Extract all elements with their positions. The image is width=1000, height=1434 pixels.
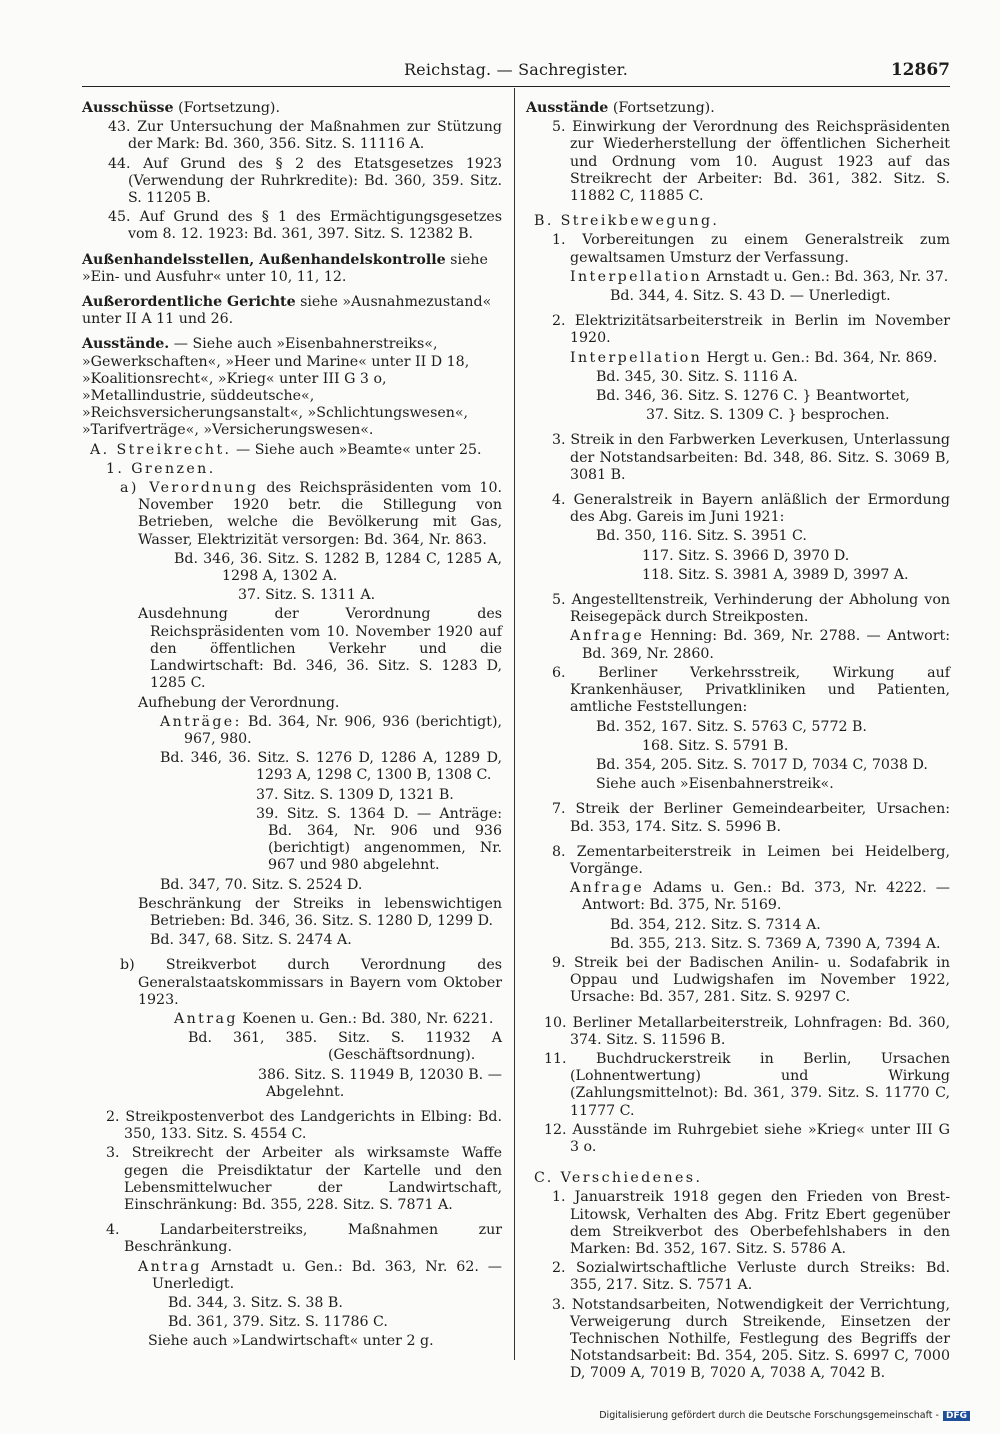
entry-spaced-term: A. Streikrecht. — [90, 441, 232, 458]
index-entry — [82, 877, 502, 894]
entry-heading: Außerordentliche Gerichte — [82, 294, 296, 311]
index-entry — [526, 955, 950, 1007]
entry-text: 37. Sitz. S. 1309 C. } besprochen. — [646, 407, 890, 424]
entry-text: 11. Buchdruckerstreik in Berlin, Ursachen (Lohnentwertung) und Wirkung (Zahlungsmittelnot): Bd. 361, 379. Sitz. S. 11770 C, 11777 C. — [544, 1050, 950, 1119]
entry-text: 3. Notstandsarbeiten, Notwendigkeit der Verrichtung, Verweigerung durch Streikende, Einsetzen der Technischen Nothilfe, Festlegung des Begriffs der Notstandsarbeit: Bd. 354, 205. Sitz. S. 6997 C, 7000 D, 7009 A, 7019 B, 7020 A, 7038 A, 7042 B. — [552, 1296, 950, 1382]
index-entry — [82, 1030, 502, 1064]
index-entry — [82, 1145, 502, 1214]
entry-spaced-term: Anfrage — [570, 628, 645, 645]
entry-text: 9. Streik bei der Badischen Anilin- u. Sodafabrik in Oppau und Ludwigshafen im November 1922, Ursache: Bd. 357, 281. Sitz. S. 9297 C. — [552, 954, 950, 1006]
index-entry — [82, 442, 502, 459]
index-entry — [82, 100, 502, 117]
entry-text: Bd. 355, 213. Sitz. S. 7369 A, 7390 A, 7394 A. — [610, 935, 941, 952]
index-entry — [82, 480, 502, 549]
entry-text: siehe »Ein- und Ausfuhr« unter 10, 11, 12. — [82, 251, 488, 285]
index-entry — [526, 407, 950, 424]
entry-text: Beschränkung der Streiks in lebenswichtigen Betrieben: Bd. 346, 36. Sitz. S. 1280 D, 1299 D. — [138, 895, 502, 929]
entry-text: Siehe auch »Eisenbahnerstreik«. — [596, 776, 834, 793]
entry-spaced-term: Antrag — [138, 1258, 202, 1275]
entry-text: 45. Auf Grund des § 1 des Ermächtigungsgesetzes vom 8. 12. 1923: Bd. 361, 397. Sitz. S. 12382 B. — [108, 209, 502, 243]
entry-text: 39. Sitz. S. 1364 D. — Anträge: Bd. 364, Nr. 906 und 936 (berichtigt) angenommen, Nr. 967 und 980 abgelehnt. — [256, 805, 502, 874]
entry-text: 118. Sitz. S. 3981 A, 3989 D, 3997 A. — [642, 566, 909, 583]
entry-text: 44. Auf Grund des § 2 des Etatsgesetzes 1923 (Verwendung der Ruhrkredite): Bd. 360, 359. Sitz. S. 11205 B. — [108, 155, 502, 207]
entry-text: 2. Elektrizitätsarbeiterstreik in Berlin im November 1920. — [552, 313, 950, 347]
entry-text: 12. Ausstände im Ruhrgebiet siehe »Krieg« unter III G 3 o. — [544, 1121, 950, 1155]
entry-text: — Siehe auch »Beamte« unter 25. — [231, 441, 482, 458]
index-entry — [82, 787, 502, 804]
column-divider — [514, 88, 515, 1360]
entry-text: Bd. 364, Nr. 906, 936 (berichtigt), 967, 980. — [184, 713, 502, 747]
entry-heading: Ausstände. — [82, 336, 170, 353]
entry-spaced-term: Antrag — [174, 1010, 238, 1027]
entry-text: 5. Einwirkung der Verordnung des Reichspräsidenten zur Wiederherstellung der öffentlichen Sicherheit und Ordnung vom 10. August 1923 auf das Streikrecht der Arbeiter: Bd. 361, 382. Sitz. S. 11882 C, 11885 C. — [552, 119, 950, 205]
index-entry — [82, 1295, 502, 1312]
index-entry — [82, 606, 502, 692]
entry-spaced-term: 1. Grenzen. — [106, 460, 216, 477]
entry-text: Bd. 354, 212. Sitz. S. 7314 A. — [610, 916, 821, 933]
entry-spaced-term: a) Verordnung — [120, 480, 259, 497]
index-entry — [82, 461, 502, 478]
index-entry — [82, 1011, 502, 1028]
running-title: Reichstag. — Sachregister. — [403, 60, 629, 79]
index-entry — [526, 628, 950, 662]
index-entry — [526, 801, 950, 835]
index-entry — [526, 213, 950, 230]
entry-heading: Ausschüsse — [82, 100, 174, 116]
entry-text: b) Streikverbot durch Verordnung des Generalstaatskommissars in Bayern vom Oktober 1923. — [120, 957, 502, 1008]
entry-text: 37. Sitz. S. 1311 A. — [238, 587, 376, 604]
index-entry — [526, 844, 950, 878]
index-entry — [82, 750, 502, 784]
entry-spaced-term: Interpellation — [570, 268, 703, 285]
index-entry — [526, 313, 950, 347]
entry-text: Hergt u. Gen.: Bd. 364, Nr. 869. — [702, 349, 938, 366]
index-entry — [526, 1170, 950, 1187]
index-entry — [82, 806, 502, 875]
index-entry — [82, 714, 502, 748]
index-entry — [82, 252, 502, 286]
index-entry — [526, 880, 950, 914]
entry-text: 1. Januarstreik 1918 gegen den Frieden von Brest-Litowsk, Verhalten des Abg. Fritz Ebert gegenüber dem Streikverbot des Oberbefehlshabers in den Marken: Bd. 352, 167. Sitz. S. 5786 A. — [552, 1189, 950, 1257]
entry-text: Aufhebung der Verordnung. — [138, 694, 340, 711]
entry-text: (Fortsetzung). — [173, 100, 280, 116]
index-entry — [526, 119, 950, 205]
index-entry — [82, 294, 502, 328]
index-entry — [526, 432, 950, 484]
entry-text: Bd. 347, 70. Sitz. S. 2524 D. — [160, 876, 363, 893]
index-entry — [82, 209, 502, 243]
entry-text: Bd. 346, 36. Sitz. S. 1276 C. } Beantwortet, — [596, 388, 910, 405]
entry-text: 386. Sitz. S. 11949 B, 12030 B. — Abgelehnt. — [258, 1066, 502, 1100]
index-entry — [526, 388, 950, 405]
entry-text: 2. Streikpostenverbot des Landgerichts in Elbing: Bd. 350, 133. Sitz. S. 4554 C. — [106, 1108, 502, 1143]
index-entry — [526, 528, 950, 545]
index-entry — [82, 336, 502, 439]
entry-text: Bd. 361, 379. Sitz. S. 11786 C. — [168, 1314, 388, 1331]
index-entry — [82, 932, 502, 949]
entry-spaced-term: B. Streikbewegung. — [534, 213, 720, 230]
page-number: 12867 — [890, 60, 950, 80]
page-header — [82, 60, 950, 86]
index-entry — [526, 592, 950, 626]
header-rule — [82, 86, 950, 87]
entry-text: Bd. 344, 3. Sitz. S. 38 B. — [168, 1295, 343, 1311]
index-entry — [82, 1067, 502, 1101]
entry-text: Bd. 361, 385. Sitz. S. 11932 A (Geschäftsordnung). — [188, 1030, 502, 1064]
entry-text: Adams u. Gen.: Bd. 373, Nr. 4222. — Antwort: Bd. 375, Nr. 5169. — [582, 880, 950, 914]
entry-text: (Fortsetzung). — [608, 100, 715, 116]
entry-text: Bd. 354, 205. Sitz. S. 7017 D, 7034 C, 7038 D. — [596, 756, 928, 773]
index-entry — [526, 1015, 950, 1049]
index-entry — [526, 757, 950, 774]
footer-text: Digitalisierung gefördert durch die Deutsche Forschungsgemeinschaft - — [599, 1410, 939, 1421]
entry-text: Bd. 346, 36. Sitz. S. 1276 D, 1286 A, 1289 D, 1293 A, 1298 C, 1300 B, 1308 C. — [160, 750, 502, 784]
index-entry — [82, 1109, 502, 1143]
entry-text: Siehe auch »Landwirtschaft« unter 2 g. — [148, 1333, 434, 1350]
entry-text: Bd. 350, 116. Sitz. S. 3951 C. — [596, 528, 807, 545]
index-entry — [526, 492, 950, 526]
index-entry — [526, 350, 950, 367]
entry-text: 3. Streik in den Farbwerken Leverkusen, Unterlassung der Notstandsarbeiten: Bd. 348, 86. Sitz. S. 3069 B, 3081 B. — [552, 432, 950, 483]
index-entry — [526, 1051, 950, 1120]
entry-text: Bd. 344, 4. Sitz. S. 43 D. — Unerledigt. — [610, 288, 891, 305]
entry-spaced-term: Anträge: — [160, 713, 242, 730]
entry-text: 7. Streik der Berliner Gemeindearbeiter, Ursachen: Bd. 353, 174. Sitz. S. 5996 B. — [552, 801, 950, 835]
index-entry — [526, 548, 950, 565]
index-entry — [526, 738, 950, 755]
entry-spaced-term: C. Verschiedenes. — [534, 1170, 703, 1187]
entry-text: Arnstadt u. Gen.: Bd. 363, Nr. 62. — Unerledigt. — [152, 1258, 502, 1292]
entry-text: Bd. 352, 167. Sitz. S. 5763 C, 5772 B. — [596, 718, 867, 735]
footer-credit — [599, 1410, 970, 1421]
index-entry — [526, 1122, 950, 1156]
index-entry — [526, 936, 950, 953]
entry-text: 10. Berliner Metallarbeiterstreik, Lohnfragen: Bd. 360, 374. Sitz. S. 11596 B. — [544, 1014, 950, 1048]
index-entry — [526, 1189, 950, 1258]
index-entry — [82, 587, 502, 604]
entry-text: 5. Angestelltenstreik, Verhinderung der Abholung von Reisegepäck durch Streikposten. — [552, 592, 950, 626]
entry-text: 2. Sozialwirtschaftliche Verluste durch Streiks: Bd. 355, 217. Sitz. S. 7571 A. — [552, 1260, 950, 1294]
index-entry — [526, 776, 950, 793]
index-entry — [526, 1297, 950, 1383]
index-entry — [82, 156, 502, 208]
entry-heading: Ausstände — [526, 100, 609, 116]
entry-text: 37. Sitz. S. 1309 D, 1321 B. — [256, 786, 454, 803]
index-entry — [82, 1314, 502, 1331]
dfg-logo: DFG — [943, 1411, 970, 1421]
index-entry — [526, 719, 950, 736]
entry-text: 8. Zementarbeiterstreik in Leimen bei Heidelberg, Vorgänge. — [552, 843, 950, 877]
index-entry — [82, 119, 502, 153]
index-entry — [82, 1259, 502, 1293]
entry-text: siehe »Ausnahmezustand« unter II A 11 und 26. — [82, 294, 492, 328]
index-entry — [526, 100, 950, 117]
entry-text: Arnstadt u. Gen.: Bd. 363, Nr. 37. — [702, 268, 949, 285]
entry-text: 4. Landarbeiterstreiks, Maßnahmen zur Beschränkung. — [106, 1222, 502, 1256]
entry-text: 43. Zur Untersuchung der Maßnahmen zur Stützung der Mark: Bd. 360, 356. Sitz. S. 11116 A. — [108, 119, 502, 153]
left-column — [82, 100, 502, 1353]
entry-text: — Siehe auch »Eisenbahnerstreiks«, »Gewerkschaften«, »Heer und Marine« unter II D 18, »Koalitionsrecht«, »Krieg« unter III G 3 o, »Metallindustrie, süddeutsche«, »Reichsversicherungsanstalt«, »Schlichtungswesen«, »Tarifverträge«, »Versicherungswesen«. — [82, 336, 470, 439]
index-entry — [526, 232, 950, 266]
entry-spaced-term: Interpellation — [570, 349, 703, 366]
entry-heading: Außenhandelsstellen, Außenhandelskontrolle — [82, 251, 446, 268]
index-entry — [526, 917, 950, 934]
entry-spaced-term: Anfrage — [570, 880, 645, 897]
entry-text: Bd. 346, 36. Sitz. S. 1282 B, 1284 C, 1285 A, 1298 A, 1302 A. — [174, 550, 502, 585]
right-column — [526, 100, 950, 1385]
entry-text: 3. Streikrecht der Arbeiter als wirksamste Waffe gegen die Preisdiktatur der Kartelle und den Lebensmittelwucher der Landwirtschaft, Einschränkung: Bd. 355, 228. Sitz. S. 7871 A. — [106, 1145, 502, 1213]
index-entry — [526, 567, 950, 584]
index-entry — [526, 1260, 950, 1294]
entry-text: 117. Sitz. S. 3966 D, 3970 D. — [642, 547, 850, 564]
entry-text: Henning: Bd. 369, Nr. 2788. — Antwort: Bd. 369, Nr. 2860. — [582, 628, 950, 662]
index-entry — [82, 695, 502, 712]
index-entry — [526, 288, 950, 305]
entry-text: 6. Berliner Verkehrsstreik, Wirkung auf Krankenhäuser, Privatkliniken und Patienten, amtliche Feststellungen: — [552, 664, 950, 716]
index-entry — [82, 1333, 502, 1350]
index-entry — [526, 369, 950, 386]
entry-text: Koenen u. Gen.: Bd. 380, Nr. 6221. — [237, 1010, 494, 1027]
index-entry — [526, 665, 950, 717]
entry-text: Ausdehnung der Verordnung des Reichspräsidenten vom 10. November 1920 auf den öffentlichen Verkehr und die Landwirtschaft: Bd. 346, 36. Sitz. S. 1283 D, 1285 C. — [138, 606, 502, 692]
entry-text: 1. Vorbereitungen zu einem Generalstreik zum gewaltsamen Umsturz der Verfassung. — [552, 232, 950, 266]
index-entry — [82, 896, 502, 930]
entry-text: des Reichspräsidenten vom 10. November 1920 betr. die Stillegung von Betrieben, welche die Bevölkerung mit Gas, Wasser, Elektrizität versorgen: Bd. 364, Nr. 863. — [138, 480, 502, 548]
entry-text: 4. Generalstreik in Bayern anläßlich der Ermordung des Abg. Gareis im Juni 1921: — [552, 492, 950, 526]
entry-text: Bd. 347, 68. Sitz. S. 2474 A. — [150, 932, 352, 949]
index-entry — [526, 269, 950, 286]
index-entry — [82, 551, 502, 585]
index-entry — [82, 1222, 502, 1256]
entry-text: 168. Sitz. S. 5791 B. — [642, 737, 789, 754]
entry-text: Bd. 345, 30. Sitz. S. 1116 A. — [596, 368, 798, 385]
index-entry — [82, 957, 502, 1009]
